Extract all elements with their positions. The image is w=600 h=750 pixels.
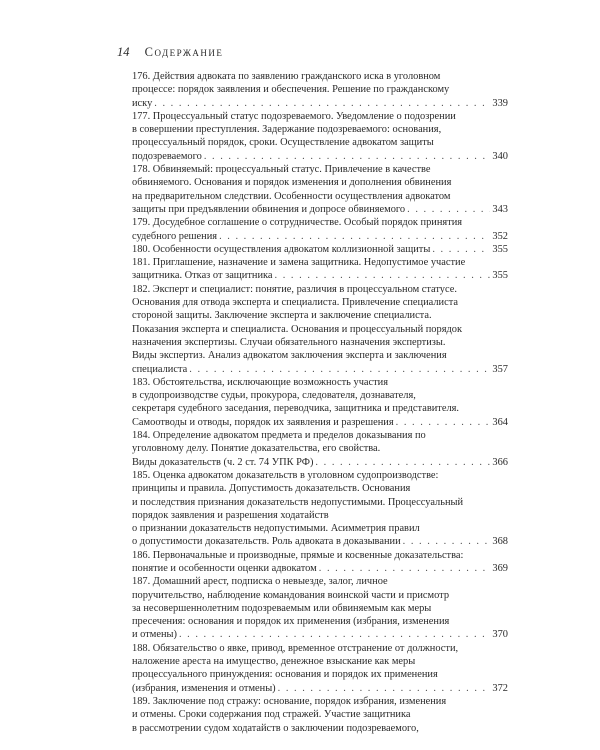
- toc-entry-text-line: защитника. Отказ от защитника: [132, 270, 273, 282]
- toc-page-number: 369: [492, 562, 508, 574]
- toc-entry-last-line: [132, 203, 508, 216]
- toc-entry-text-line: Виды доказательств (ч. 2 ст. 74 УПК РФ): [132, 456, 314, 468]
- toc-entry-text-line: 176. Действия адвоката по заявлению гражданского иска в уголовном: [132, 71, 441, 82]
- dot-leader: [154, 97, 490, 110]
- dot-leader: [315, 456, 490, 469]
- toc-entry-text-line: 188. Обязательство о явке, привод, временное отстранение от должности,: [132, 642, 459, 654]
- toc-entry-text-line: процессе: порядок заявления и обеспечения. Решение по гражданскому: [132, 84, 450, 96]
- toc-entry-last-line: [132, 269, 508, 282]
- dot-leader: [189, 363, 490, 376]
- toc-entry-text-line: Основания для отвода эксперта и специалиста. Привлечение специалиста: [132, 297, 458, 309]
- toc-page-number: 366: [492, 456, 508, 468]
- toc-entry-text-line: Виды экспертиз. Анализ адвокатом заключения эксперта и заключения: [132, 350, 447, 362]
- dot-leader: [219, 230, 490, 243]
- toc-page-number: 368: [492, 536, 508, 548]
- toc-entry: [132, 256, 508, 283]
- toc-entry-text-line: о допустимости доказательств. Роль адвоката в доказывании: [132, 536, 401, 548]
- dot-leader: [432, 243, 490, 256]
- toc-entry-last-line: [132, 535, 508, 548]
- toc-entry-text-line: (избрания, изменения и отмены): [132, 682, 276, 694]
- page-number: 14: [117, 45, 130, 59]
- toc-entry-text-line: 189. Заключение под стражу: основание, порядок избрания, изменения: [132, 695, 447, 707]
- toc-entry-text-line: 182. Эксперт и специалист: понятие, различия в процессуальном статусе.: [132, 283, 457, 295]
- toc-page-number: 355: [492, 270, 508, 282]
- toc-entry: [132, 575, 508, 641]
- toc-entry-text-line: специалиста: [132, 363, 188, 375]
- toc-entry-text-line: принципы и правила. Допустимость доказательств. Основания: [132, 483, 411, 495]
- toc-entry-last-line: [132, 230, 508, 243]
- toc-entry-text-line: судебного решения: [132, 230, 218, 242]
- dot-leader: [407, 203, 490, 216]
- toc-entry-last-line: [132, 243, 508, 256]
- dot-leader: [403, 535, 491, 548]
- toc-entry-text-line: 184. Определение адвокатом предмета и пределов доказывания по: [132, 430, 426, 442]
- toc-entry-text-line: поручительство, наблюдение командования воинской части и присмотр: [132, 589, 450, 601]
- dot-leader: [319, 562, 491, 575]
- toc-entry-text-line: процессуальный порядок, сроки. Осуществление адвокатом защиты: [132, 137, 434, 149]
- toc-entry: [132, 642, 508, 695]
- toc-page-number: 339: [492, 97, 508, 109]
- toc-entry-last-line: [132, 628, 508, 641]
- toc-entry: [132, 469, 508, 549]
- toc-entry-text-line: и отмены. Сроки содержания под стражей. Участие защитника: [132, 709, 411, 721]
- toc-entry-text-line: в рассмотрении судом ходатайств о заключении подозреваемого,: [132, 722, 419, 734]
- toc-entry-text-line: на предварительном следствии. Особенности осуществления адвокатом: [132, 190, 451, 202]
- toc-entry-last-line: [132, 456, 508, 469]
- toc-entry: [132, 163, 508, 216]
- toc-entry-text-line: 185. Оценка адвокатом доказательств в уголовном судопроизводстве:: [132, 469, 439, 481]
- toc-entry-text-line: о признании доказательств недопустимыми. Асимметрия правил: [132, 523, 420, 535]
- toc-entry-text-line: Показания эксперта и специалиста. Основания и процессуальный порядок: [132, 323, 463, 335]
- toc-page-number: 352: [492, 230, 508, 242]
- dot-leader: [204, 150, 491, 163]
- toc-entry-text-line: и последствия признания доказательств недопустимыми. Процессуальный: [132, 496, 464, 508]
- toc-entry-last-line: [132, 97, 508, 110]
- toc-entry-text-line: и отмены): [132, 629, 177, 641]
- toc-entry-text-line: защиты при предъявлении обвинения и допросе обвиняемого: [132, 203, 406, 215]
- toc-entry: [132, 243, 508, 256]
- dot-leader: [396, 416, 491, 429]
- table-of-contents: [132, 70, 508, 735]
- dot-leader: [179, 628, 490, 641]
- toc-entry: [132, 70, 508, 110]
- toc-entry-text-line: 181. Приглашение, назначение и замена защитника. Недопустимое участие: [132, 257, 466, 269]
- toc-entry-text-line: наложение ареста на имущество, денежное взыскание как меры: [132, 656, 416, 668]
- toc-page-number: 355: [492, 243, 508, 255]
- toc-page-number: 340: [492, 150, 508, 162]
- toc-entry-last-line: [132, 150, 508, 163]
- toc-entry-text-line: 177. Процессуальный статус подозреваемого. Уведомление о подозрении: [132, 110, 456, 122]
- toc-entry-text-line: 187. Домашний арест, подписка о невыезде, залог, личное: [132, 576, 388, 588]
- toc-entry-text-line: процессуального принуждения: основания и порядок их применения: [132, 669, 438, 681]
- toc-entry-text-line: порядок заявления и разрешения ходатайств: [132, 509, 329, 521]
- toc-entry-text-line: 183. Обстоятельства, исключающие возможность участия: [132, 376, 389, 388]
- toc-page-number: 364: [492, 416, 508, 428]
- toc-entry: [132, 110, 508, 163]
- toc-entry-last-line: [132, 562, 508, 575]
- toc-entry-text-line: в совершении преступления. Задержание подозреваемого: основания,: [132, 124, 442, 136]
- toc-page-number: 343: [492, 203, 508, 215]
- toc-entry: [132, 695, 508, 735]
- toc-entry-text-line: в судопроизводстве судьи, прокурора, следователя, дознавателя,: [132, 390, 416, 402]
- toc-entry-text-line: 180. Особенности осуществления адвокатом коллизионной защиты: [132, 243, 431, 255]
- toc-page-number: 372: [492, 682, 508, 694]
- dot-leader: [275, 269, 491, 282]
- toc-entry-text-line: стороной защиты. Заключение эксперта и заключение специалиста.: [132, 310, 432, 322]
- running-title: Содержание: [144, 45, 224, 59]
- toc-page-number: 357: [492, 363, 508, 375]
- toc-entry: [132, 376, 508, 429]
- toc-entry-text-line: Самоотводы и отводы, порядок их заявления и разрешения: [132, 416, 394, 428]
- toc-entry-last-line: [132, 363, 508, 376]
- toc-entry-text-line: обвиняемого. Основания и порядок изменения и дополнения обвинения: [132, 177, 452, 189]
- toc-entry: [132, 429, 508, 469]
- toc-entry-text-line: пресечения: основания и порядок их применения (избрания, изменения: [132, 616, 450, 628]
- toc-entry-text-line: 178. Обвиняемый: процессуальный статус. Привлечение в качестве: [132, 164, 431, 176]
- toc-entry: [132, 549, 508, 576]
- toc-entry: [132, 283, 508, 376]
- running-header: [117, 45, 223, 60]
- toc-entry-last-line: [132, 416, 508, 429]
- toc-entry-text-line: понятие и особенности оценки адвокатом: [132, 562, 317, 574]
- toc-entry-text-line: секретаря судебного заседания, переводчика, защитника и представителя.: [132, 403, 460, 415]
- toc-page-number: 370: [492, 629, 508, 641]
- toc-entry-text-line: назначения экспертизы. Случаи обязательного назначения экспертизы.: [132, 336, 446, 348]
- toc-entry-text-line: 186. Первоначальные и производные, прямые и косвенные доказательства:: [132, 549, 464, 561]
- toc-entry-last-line: [132, 682, 508, 695]
- toc-entry-text-line: подозреваемого: [132, 150, 202, 162]
- dot-leader: [278, 682, 491, 695]
- toc-entry-text-line: 179. Досудебное соглашение о сотрудничестве. Особый порядок принятия: [132, 217, 463, 229]
- toc-entry-text-line: за несовершеннолетним подозреваемым или обвиняемым как меры: [132, 602, 432, 614]
- toc-entry: [132, 216, 508, 243]
- toc-entry-text-line: иску: [132, 97, 153, 109]
- toc-entry-text-line: уголовному делу. Понятие доказательства, его свойства.: [132, 443, 381, 455]
